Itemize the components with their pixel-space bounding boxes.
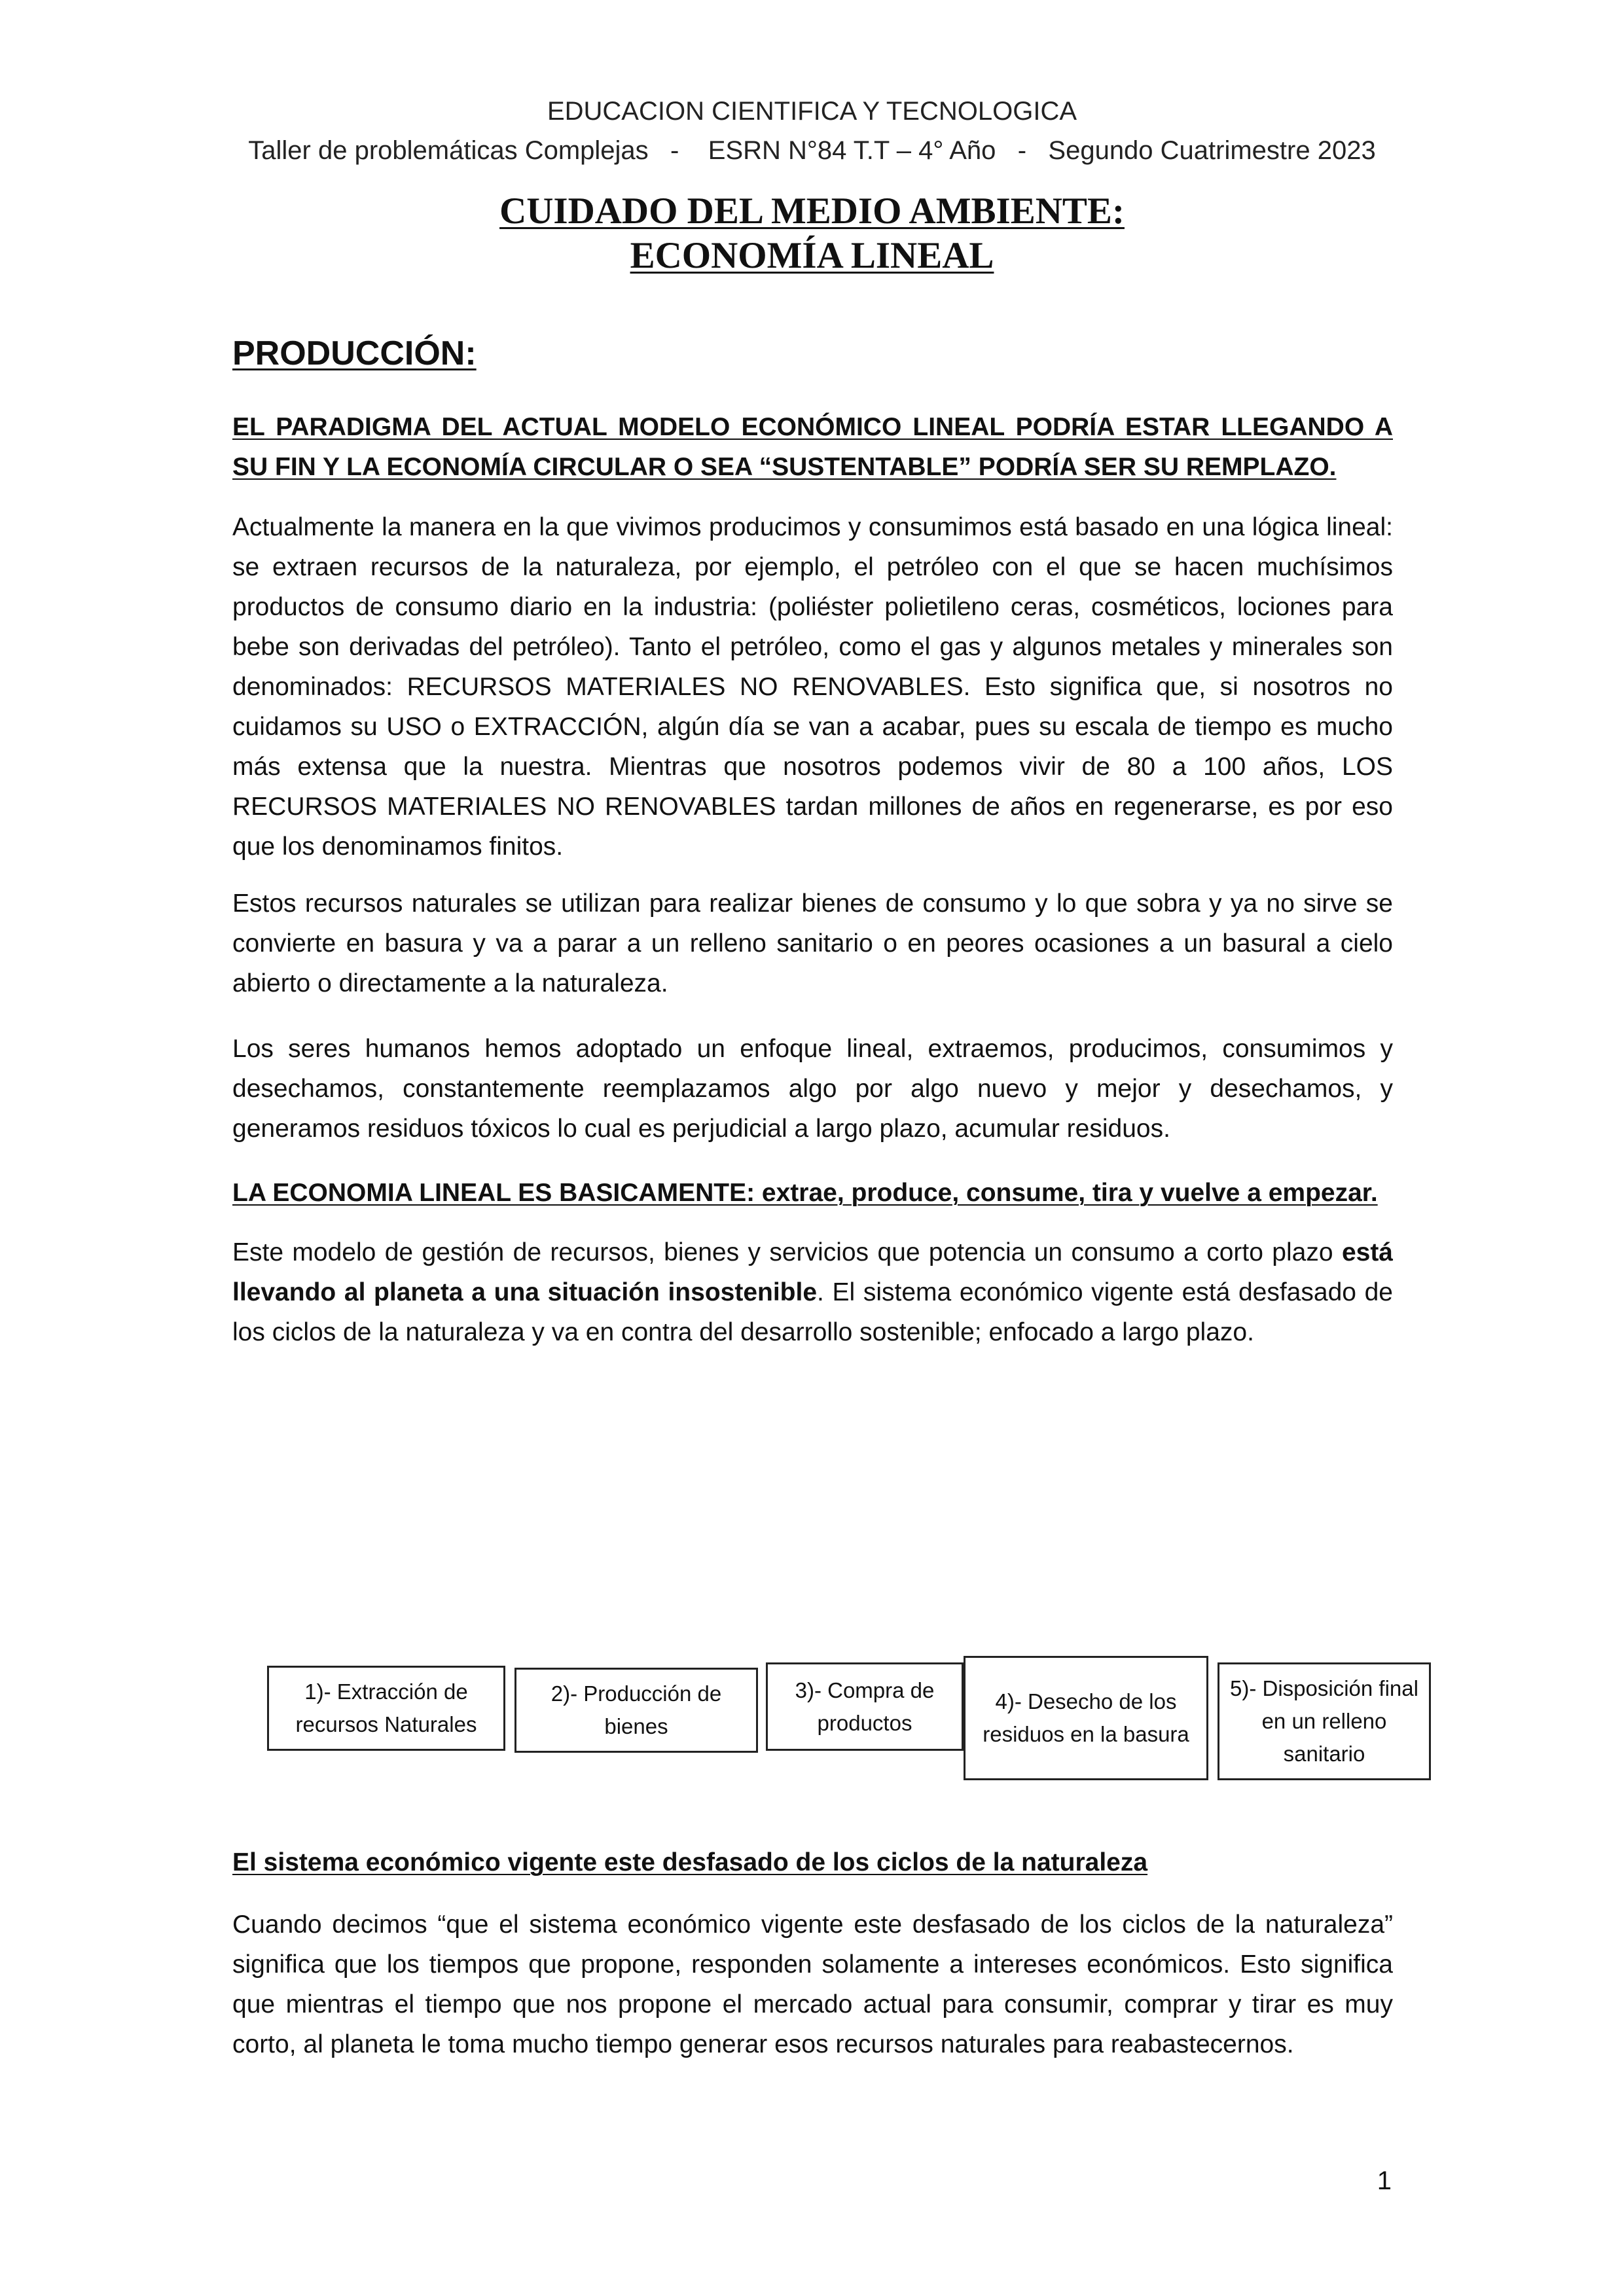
page-title-line1: CUIDADO DEL MEDIO AMBIENTE: (499, 190, 1125, 232)
section-heading-produccion: PRODUCCIÓN: (232, 334, 477, 372)
flow-box-purchase: 3)- Compra de productos (766, 1662, 964, 1751)
header-institution: EDUCACION CIENTIFICA Y TECNOLOGICA (547, 97, 1077, 126)
linear-economy-definition: LA ECONOMIA LINEAL ES BASICAMENTE: extrae, produce, consume, tira y vuelve a empezar. (232, 1179, 1378, 1207)
section-heading-out-of-phase: El sistema económico vigente este desfasado de los ciclos de la naturaleza (232, 1848, 1148, 1876)
flow-box-landfill: 5)- Disposición final en un relleno sanitario (1218, 1662, 1431, 1780)
paragraph-linear-approach: Los seres humanos hemos adoptado un enfoque lineal, extraemos, producimos, consumimos y desechamos, constantemente reemplazamos algo por algo nuevo y mejor y desechamos, y generamos residuos tóxicos lo cual es perjudicial a largo plazo, acumular residuos. (232, 1035, 1393, 1143)
paragraph-out-of-phase: Cuando decimos “que el sistema económico vigente este desfasado de los ciclos de la naturaleza” significa que los tiempos que propone, responden solamente a intereses económicos. Esto significa que mientras el tiempo que nos propone el mercado actual para consumir, comprar y tirar es muy corto, al planeta le toma mucho tiempo generar esos recursos naturales para reabastecernos. (232, 1910, 1393, 2058)
page-title-line2: ECONOMÍA LINEAL (630, 235, 994, 276)
header-course-info: Taller de problemáticas Complejas - ESRN N°84 T.T – 4° Año - Segundo Cuatrimestre 2023 (248, 136, 1376, 165)
paragraph-unsustainable-model (232, 1232, 1393, 1352)
paragraph-linear-logic: Actualmente la manera en la que vivimos producimos y consumimos está basado en una lógica lineal: se extraen recursos de la naturaleza, por ejemplo, el petróleo con el que se hacen muchísimos productos de consumo diario en la industria: (poliéster polietileno ceras, cosméticos, lociones para bebe son derivadas del petróleo). Tanto el petróleo, como el gas y algunos metales y minerales son denominados: RECURSOS MATERIALES NO RENOVABLES. Esto significa que, si nosotros no cuidamos su USO o EXTRACCIÓN, algún día se van a acabar, pues su escala de tiempo es mucho más extensa que la nuestra. Mientras que nosotros podemos vivir de 80 a 100 años, LOS RECURSOS MATERIALES NO RENOVABLES tardan millones de años en regenerarse, es por eso que los denominamos finitos. (232, 513, 1393, 861)
page-number: 1 (1377, 2166, 1392, 2195)
paragraph-part1: Este modelo de gestión de recursos, bienes y servicios que potencia un consumo a corto plazo (232, 1238, 1342, 1266)
paragraph-natural-resources: Estos recursos naturales se utilizan para realizar bienes de consumo y lo que sobra y ya no sirve se convierte en basura y va a parar a un relleno sanitario o en peores ocasiones a un basural a cielo abierto o directamente a la naturaleza. (232, 889, 1393, 997)
intro-bold-statement: EL PARADIGMA DEL ACTUAL MODELO ECONÓMICO LINEAL PODRÍA ESTAR LLEGANDO A SU FIN Y LA ECONOMÍA CIRCULAR O SEA “SUSTENTABLE” PODRÍA SER SU REMPLAZO. (232, 413, 1393, 481)
paragraph-emphasis: está llevando al planeta a una situación insostenible (232, 1238, 1393, 1306)
flow-box-production: 2)- Producción de bienes (514, 1668, 758, 1753)
paragraph-part2: . El sistema económico vigente está desfasado de los ciclos de la naturaleza y va en contra del desarrollo sostenible; enfocado a largo plazo. (232, 1278, 1393, 1346)
flow-box-extraction: 1)- Extracción de recursos Naturales (267, 1666, 505, 1751)
flow-box-disposal: 4)- Desecho de los residuos en la basura (964, 1656, 1208, 1780)
